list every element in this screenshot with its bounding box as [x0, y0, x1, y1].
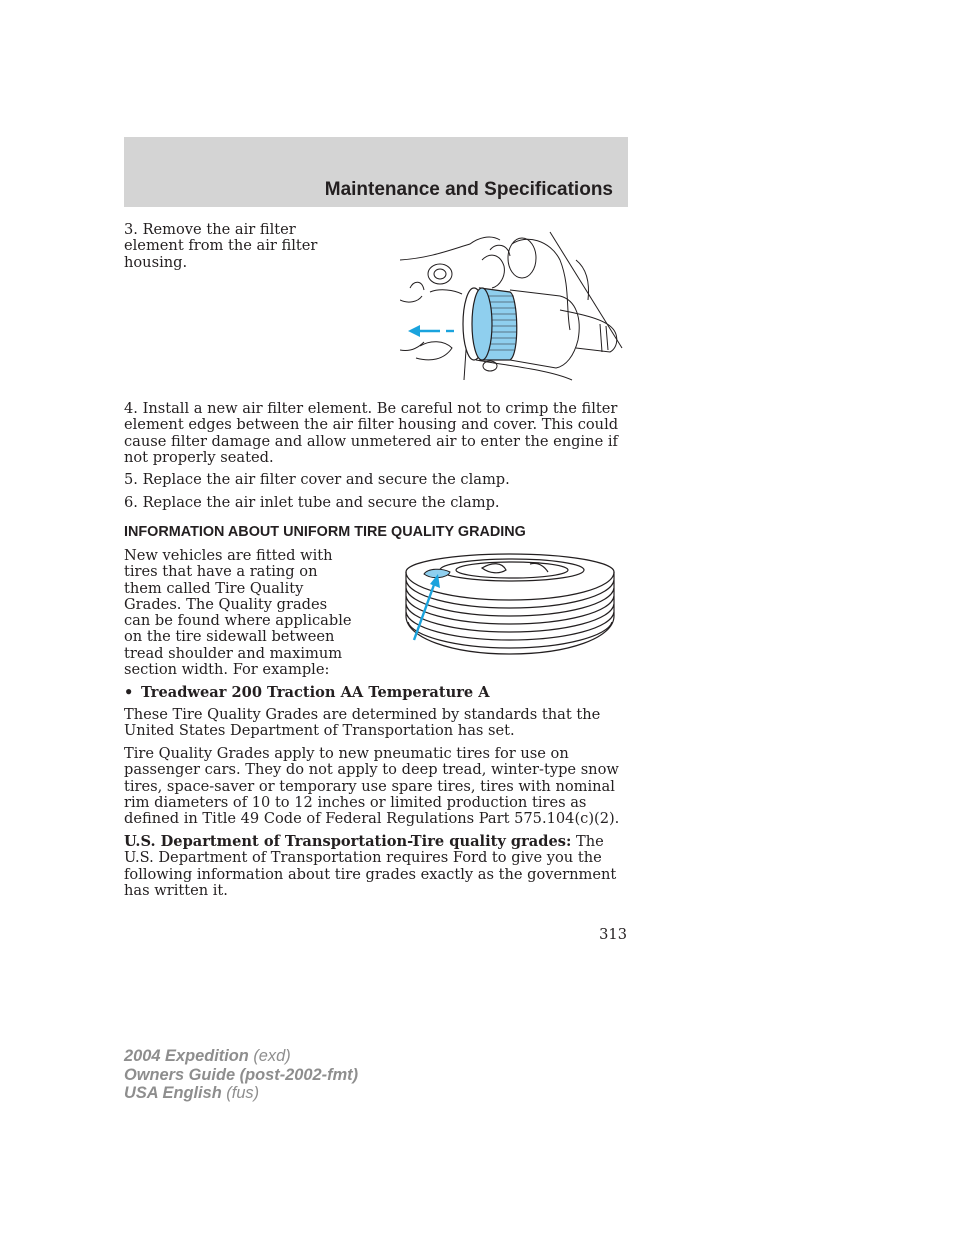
tire-grades-intro: New vehicles are fitted with tires that have a rating on them called Tire Quality Grades. The Quality grades can be found where applicable on the tire sidewall between tread shoulder and maximum section width. For example:: [124, 547, 352, 679]
page-number: 313: [599, 926, 627, 943]
section-header-band: [124, 137, 628, 207]
step-5-text: 5. Replace the air filter cover and secure the clamp.: [124, 471, 510, 488]
footer-language: USA English: [124, 1084, 222, 1103]
footer-line-2: [124, 1066, 358, 1085]
tire-grades-paragraph-2: Tire Quality Grades apply to new pneumatic tires for use on passenger cars. They do not apply to deep tread, winter-type snow tires, space-saver or temporary use spare tires, tires with nominal rim diameters of 10 to 12 inches or limited production tires as defined in Title 49 Code of Federal Regulations Part 575.104(c)(2).: [124, 745, 620, 828]
footer-guide: Owners Guide (post-2002-fmt): [124, 1065, 359, 1084]
section-heading: INFORMATION ABOUT UNIFORM TIRE QUALITY GRADING: [124, 524, 526, 540]
grade-example-text: Treadwear 200 Traction AA Temperature A: [141, 684, 490, 701]
tire-illustration: [402, 548, 618, 660]
footer-model: 2004 Expedition: [124, 1047, 249, 1065]
step-4-text: 4. Install a new air filter element. Be careful not to crimp the filter element edges between the air filter housing and cover. This could cause filter damage and allow unmetered air to enter the engine if not properly seated.: [124, 400, 619, 466]
document-footer: [124, 1047, 358, 1103]
direction-arrow-icon: [408, 325, 454, 337]
bullet-icon: •: [124, 684, 134, 701]
grade-example-bullet: [124, 685, 490, 701]
footer-language-code: (fus): [221, 1084, 260, 1103]
dot-grades-lead: U.S. Department of Transportation-Tire quality grades:: [124, 833, 572, 850]
footer-model-code: (exd): [248, 1047, 291, 1065]
tire-grades-paragraph-1: These Tire Quality Grades are determined by standards that the United States Department of Transportation has set.: [124, 706, 601, 740]
step-6-text: 6. Replace the air inlet tube and secure the clamp.: [124, 494, 500, 511]
tire-grades-paragraph-3: [124, 834, 628, 899]
dot-grades-rest: The U.S. Department of Transportation requires Ford to give you the following information about tire grades exactly as the government has written it.: [124, 833, 617, 899]
footer-line-1: [124, 1047, 358, 1066]
footer-line-3: [124, 1084, 358, 1103]
air-filter-illustration: [400, 230, 626, 382]
page-title: Maintenance and Specifications: [324, 179, 613, 200]
step-3-text: 3. Remove the air filter element from the air filter housing.: [124, 221, 318, 271]
